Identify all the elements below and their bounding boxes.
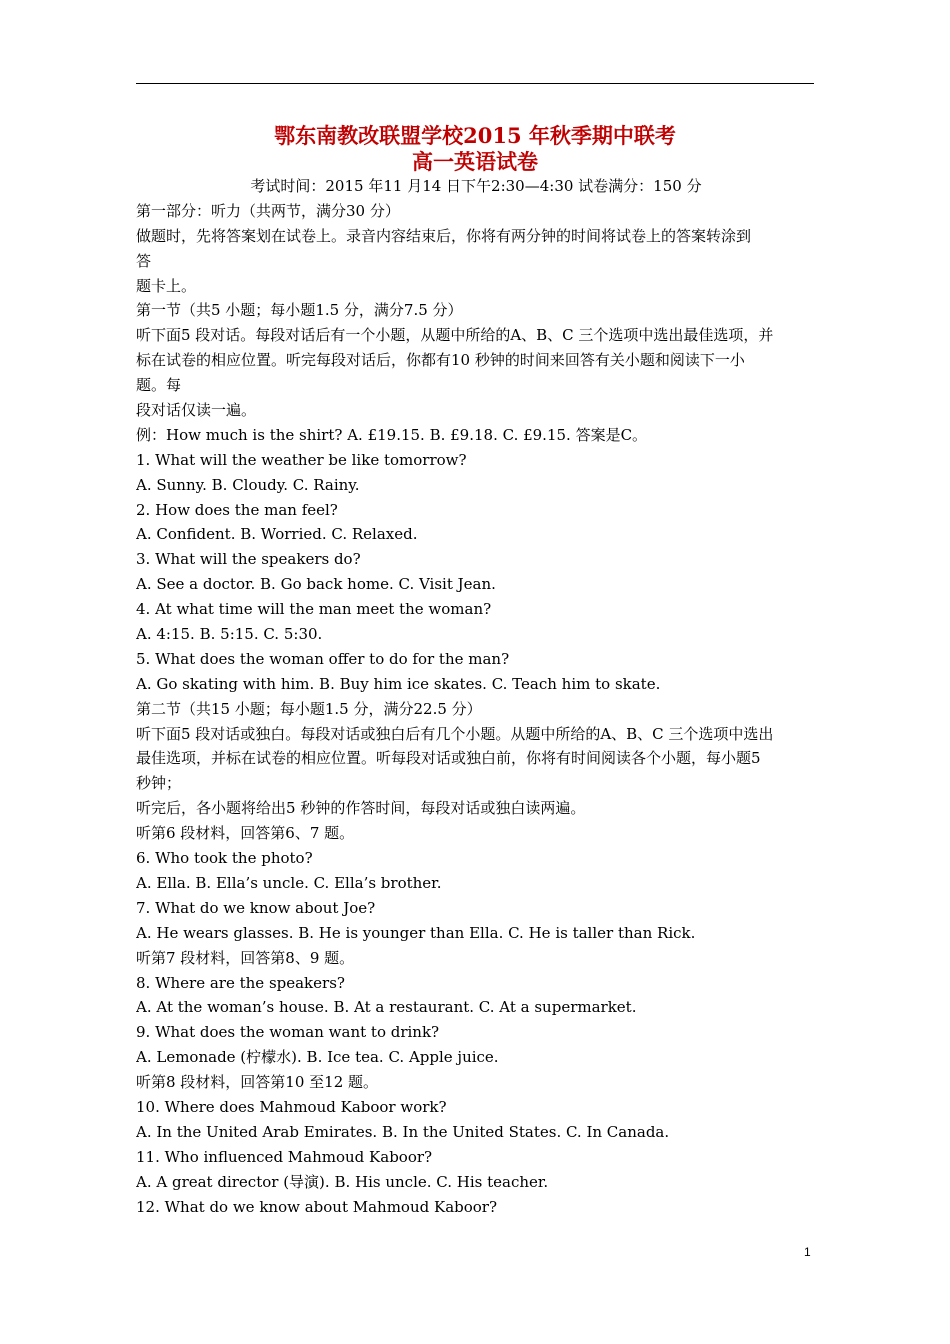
text-line: A. He wears glasses. B. He is younger than Ella. C. He is taller than Rick.: [136, 923, 696, 942]
text-line: 3. What will the speakers do?: [136, 550, 361, 569]
text-line: 最佳选项，并标在试卷的相应位置。听每段对话或独白前，你将有时间阅读各个小题，每小题5: [136, 749, 761, 768]
text-line: A. In the United Arab Emirates. B. In the United States. C. In Canada.: [136, 1122, 670, 1141]
text-line: 9. What does the woman want to drink?: [136, 1023, 440, 1042]
text-line: 1. What will the weather be like tomorrow?: [136, 450, 467, 469]
text-line: 8. Where are the speakers?: [136, 973, 345, 992]
text-line: A. Confident. B. Worried. C. Relaxed.: [136, 525, 418, 544]
text-line: 6. Who took the photo?: [136, 849, 313, 868]
text-line: A. Lemonade (柠檬水). B. Ice tea. C. Apple juice.: [136, 1048, 499, 1067]
text-line: 秒钟；: [136, 774, 182, 793]
document-subtitle: 高一英语试卷: [412, 149, 538, 174]
text-line: 2. How does the man feel?: [136, 500, 338, 519]
text-line: A. Go skating with him. B. Buy him ice skates. C. Teach him to skate.: [136, 674, 661, 693]
text-line: 12. What do we know about Mahmoud Kaboor?: [136, 1197, 498, 1216]
text-line: 例：How much is the shirt? A. £19.15. B. £9.18. C. £9.15. 答案是C。: [136, 425, 648, 444]
text-line: 第一节（共5 小题；每小题1.5 分，满分7.5 分）: [136, 301, 463, 320]
text-line: 听第7 段材料，回答第8、9 题。: [136, 948, 355, 967]
text-line: 第二节（共15 小题；每小题1.5 分，满分22.5 分）: [136, 699, 482, 718]
text-line: 4. At what time will the man meet the woman?: [136, 600, 492, 619]
text-line: 听下面5 段对话或独白。每段对话或独白后有几个小题。从题中所给的A、B、C 三个选项中选出: [136, 724, 774, 743]
text-line: 标在试卷的相应位置。听完每段对话后，你都有10 秒钟的时间来回答有关小题和阅读下一小: [136, 351, 745, 370]
text-line: 段对话仅读一遍。: [136, 401, 257, 420]
text-line: 做题时，先将答案划在试卷上。录音内容结束后，你将有两分钟的时间将试卷上的答案转涂到: [136, 226, 752, 245]
text-lines: [136, 199, 816, 1220]
text-line: 听下面5 段对话。每段对话后有一个小题，从题中所给的A、B、C 三个选项中选出最佳选项，并: [136, 326, 774, 345]
document-body: [136, 174, 816, 1219]
text-line: A. Sunny. B. Cloudy. C. Rainy.: [136, 475, 360, 494]
text-line: 11. Who influenced Mahmoud Kaboor?: [136, 1147, 433, 1166]
text-line: 听完后，各小题将给出5 秒钟的作答时间，每段对话或独白读两遍。: [136, 799, 586, 818]
header-rule: [136, 83, 814, 84]
text-line: 答: [136, 251, 152, 270]
text-line: 7. What do we know about Joe?: [136, 898, 376, 917]
text-line: 5. What does the woman offer to do for the man?: [136, 649, 510, 668]
text-line: A. At the woman’s house. B. At a restaurant. C. At a supermarket.: [136, 998, 637, 1017]
text-line: 10. Where does Mahmoud Kaboor work?: [136, 1097, 447, 1116]
text-line: A. See a doctor. B. Go back home. C. Visit Jean.: [136, 575, 496, 594]
text-line: A. A great director (导演). B. His uncle. C. His teacher.: [136, 1172, 549, 1191]
text-line: 题卡上。: [136, 276, 197, 295]
document-title: 鄂东南教改联盟学校2015 年秋季期中联考: [274, 123, 676, 148]
text-line: 题。每: [136, 376, 182, 395]
page-number: 1: [804, 1245, 811, 1259]
text-line: 听第8 段材料，回答第10 至12 题。: [136, 1073, 379, 1092]
exam-info: 考试时间：2015 年11 月14 日下午2:30—4:30 试卷满分：150 分: [250, 177, 702, 195]
text-line: 第一部分：听力（共两节，满分30 分）: [136, 201, 400, 220]
text-line: 听第6 段材料，回答第6、7 题。: [136, 824, 355, 843]
text-line: A. Ella. B. Ella’s uncle. C. Ella’s brother.: [136, 873, 442, 892]
text-line: A. 4:15. B. 5:15. C. 5:30.: [136, 625, 323, 644]
